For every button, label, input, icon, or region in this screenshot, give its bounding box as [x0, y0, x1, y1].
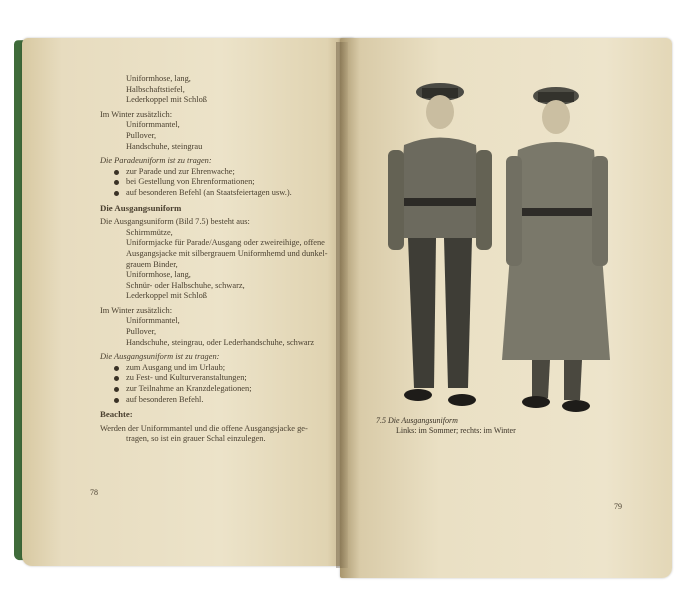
text-line: Lederkoppel mit Schloß	[126, 291, 207, 301]
text-line: Im Winter zusätzlich:	[100, 109, 173, 119]
caption-subtitle: Links: im Sommer; rechts: im Winter	[396, 426, 516, 435]
text-line: Die Ausgangsuniform (Bild 7.5) besteht aus:	[100, 217, 250, 227]
text-line: Uniformhose, lang,	[126, 74, 191, 83]
text-line: bei Gestellung von Ehrenformationen;	[100, 177, 328, 188]
right-page-number: 79	[614, 502, 622, 511]
text-line: Im Winter zusätzlich:	[100, 305, 173, 315]
text-line: Halbschaftstiefel,	[126, 84, 185, 94]
text-line: Schirmmütze,	[126, 227, 173, 237]
uniform-figure-photo	[378, 70, 628, 415]
left-page-text	[100, 74, 328, 445]
text-line: Schnür- oder Halbschuhe, schwarz,	[126, 280, 245, 290]
text-line: Werden der Uniformmantel und die offene Ausgangsjacke ge-	[100, 423, 308, 433]
text-line: auf besonderen Befehl (an Staatsfeiertagen usw.).	[100, 188, 328, 199]
text-line: Uniformhose, lang,	[126, 270, 191, 280]
text-line: Handschuhe, steingrau	[126, 141, 203, 151]
text-line: zur Parade und zur Ehrenwache;	[100, 167, 328, 178]
text-line: Beachte:	[100, 409, 133, 420]
text-line: zum Ausgang und im Urlaub;	[100, 363, 328, 374]
text-line: Pullover,	[126, 130, 157, 140]
text-line: Die Ausgangsuniform	[100, 202, 182, 213]
text-line: tragen, so ist ein grauer Schal einzulegen.	[126, 434, 266, 444]
soldier-summer-figure	[388, 83, 492, 406]
figure-caption	[376, 416, 516, 436]
text-line: Pullover,	[126, 327, 157, 337]
text-line: Uniformjacke für Parade/Ausgang oder zweireihige, offene	[126, 238, 325, 248]
text-line: auf besonderen Befehl.	[100, 395, 328, 406]
text-line: Uniformmantel,	[126, 120, 180, 130]
text-line: Handschuhe, steingrau, oder Lederhandschuhe, schwarz	[126, 337, 315, 347]
text-line: Die Ausgangsuniform ist zu tragen:	[100, 352, 220, 362]
text-line: Ausgangsjacke mit silbergrauem Uniformhemd und dunkel-	[126, 248, 328, 258]
text-line: Uniformmantel,	[126, 316, 180, 326]
text-line: zur Teilnahme an Kranzdelegationen;	[100, 384, 328, 395]
text-line: zu Fest- und Kulturveranstaltungen;	[100, 373, 328, 384]
left-page-number: 78	[90, 488, 98, 497]
text-line: grauem Binder,	[126, 259, 178, 269]
soldier-winter-figure	[502, 87, 610, 412]
caption-title: 7.5 Die Ausgangsuniform	[376, 416, 458, 425]
book-gutter	[336, 42, 348, 568]
text-line: Lederkoppel mit Schloß	[126, 95, 207, 105]
text-line: Die Paradeuniform ist zu tragen:	[100, 156, 212, 166]
